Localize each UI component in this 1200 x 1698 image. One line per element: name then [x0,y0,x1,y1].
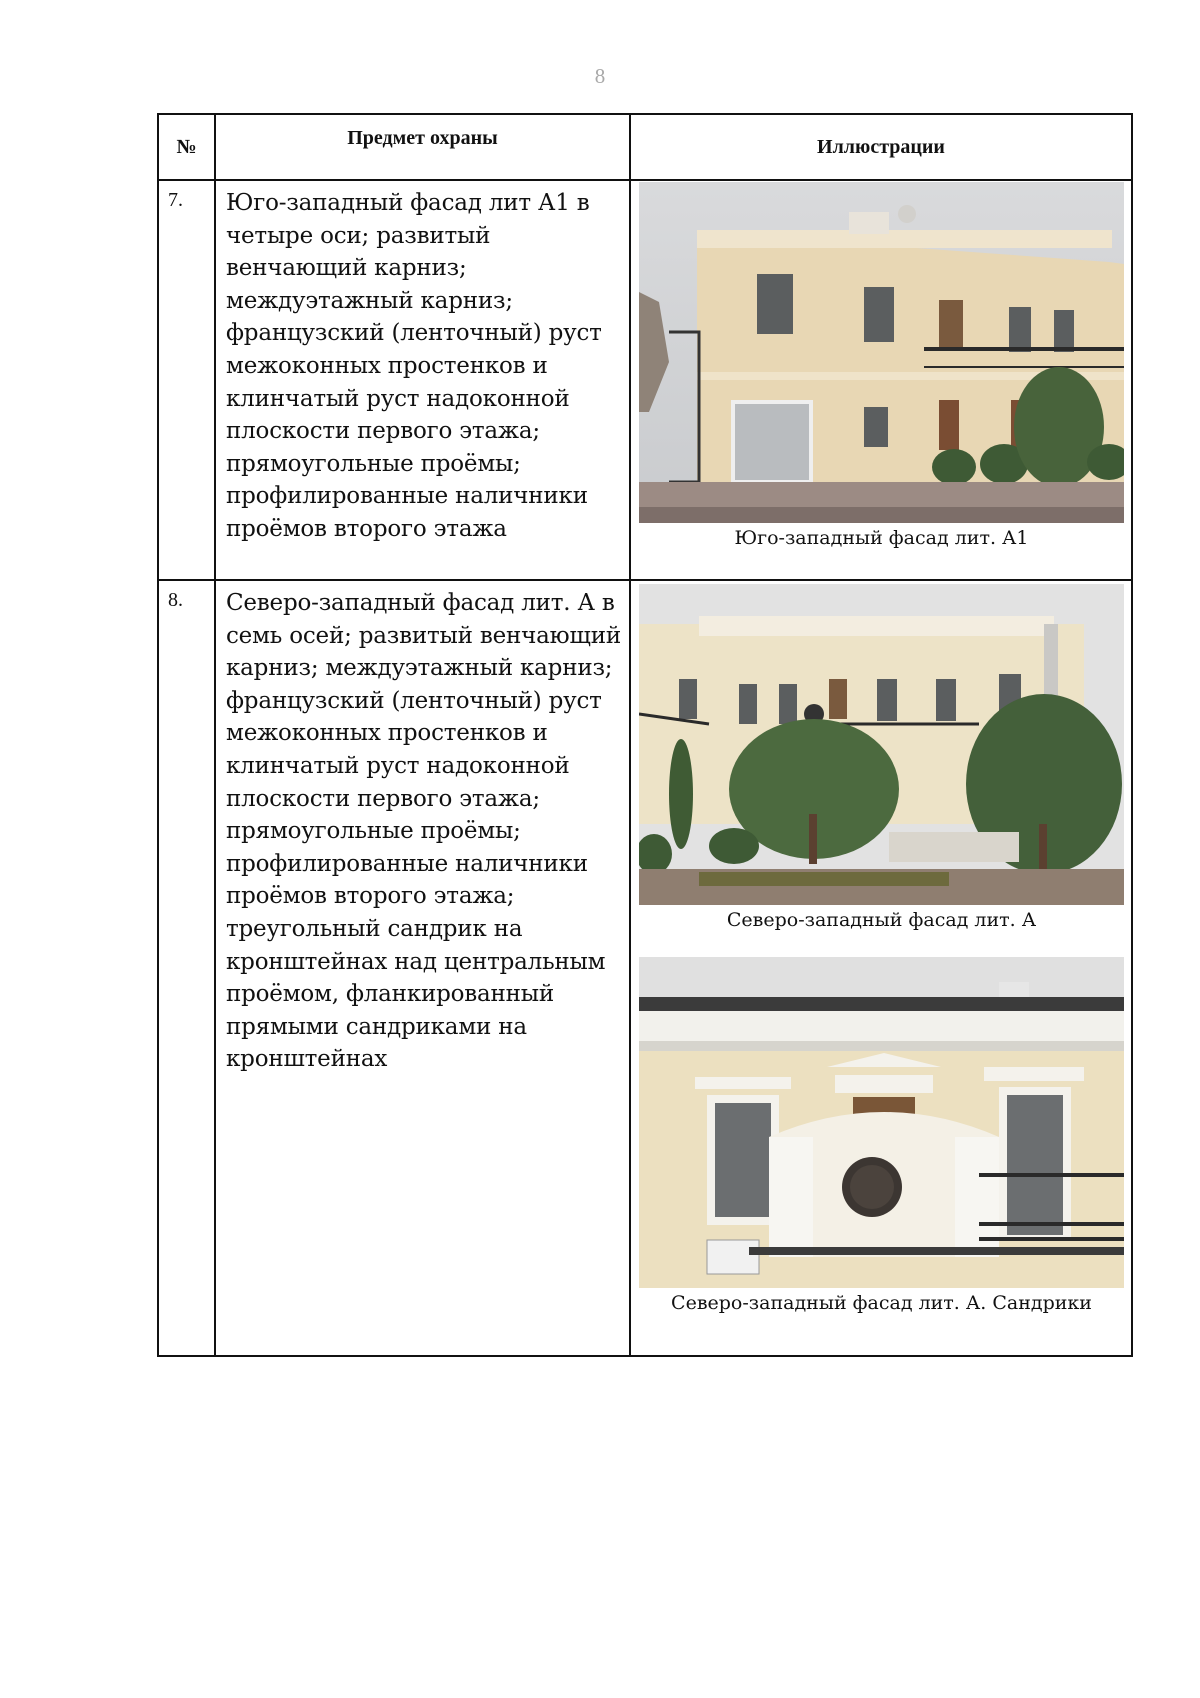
figure [639,182,1124,549]
table-header-row [158,114,1132,180]
photo-northwest-facade-a [639,584,1124,905]
header-subject: Предмет охраны [215,114,630,180]
table-row [158,580,1132,1356]
row-number: 8. [158,580,215,1356]
row-number: 7. [158,180,215,580]
photo-northwest-facade-a-pediments [639,957,1124,1288]
header-num: № [158,114,215,180]
header-illustrations: Иллюстрации [630,114,1132,180]
page-number: 8 [594,64,606,88]
row-subject: Юго-западный фасад лит А1 в четыре оси; развитый венчающий карниз; междуэтажный карниз; французский (ленточный) руст межоконных простенков и клинчатый руст надоконной плоскости первого этажа; прямоугольные проёмы; профилированные наличники проёмов второго этажа [215,180,630,580]
figure-caption: Юго-западный фасад лит. А1 [734,527,1029,549]
protection-table [157,113,1133,1357]
table-row [158,180,1132,580]
photo-southwest-facade-a1 [639,182,1124,523]
figure-caption: Северо-западный фасад лит. А [726,909,1037,931]
row-subject: Северо-западный фасад лит. А в семь осей; развитый венчающий карниз; междуэтажный карниз; французский (ленточный) руст межоконных простенков и клинчатый руст надоконной плоскости первого этажа; прямоугольные проёмы; профилированные наличники проёмов второго этажа; треугольный сандрик на кронштейнах над центральным проёмом, фланкированный прямыми сандриками на кронштейнах [215,580,630,1356]
figure [639,584,1124,931]
row-illustrations [630,580,1132,1356]
figure-caption: Северо-западный фасад лит. А. Сандрики [671,1292,1092,1314]
figure [639,957,1124,1314]
row-illustrations [630,180,1132,580]
